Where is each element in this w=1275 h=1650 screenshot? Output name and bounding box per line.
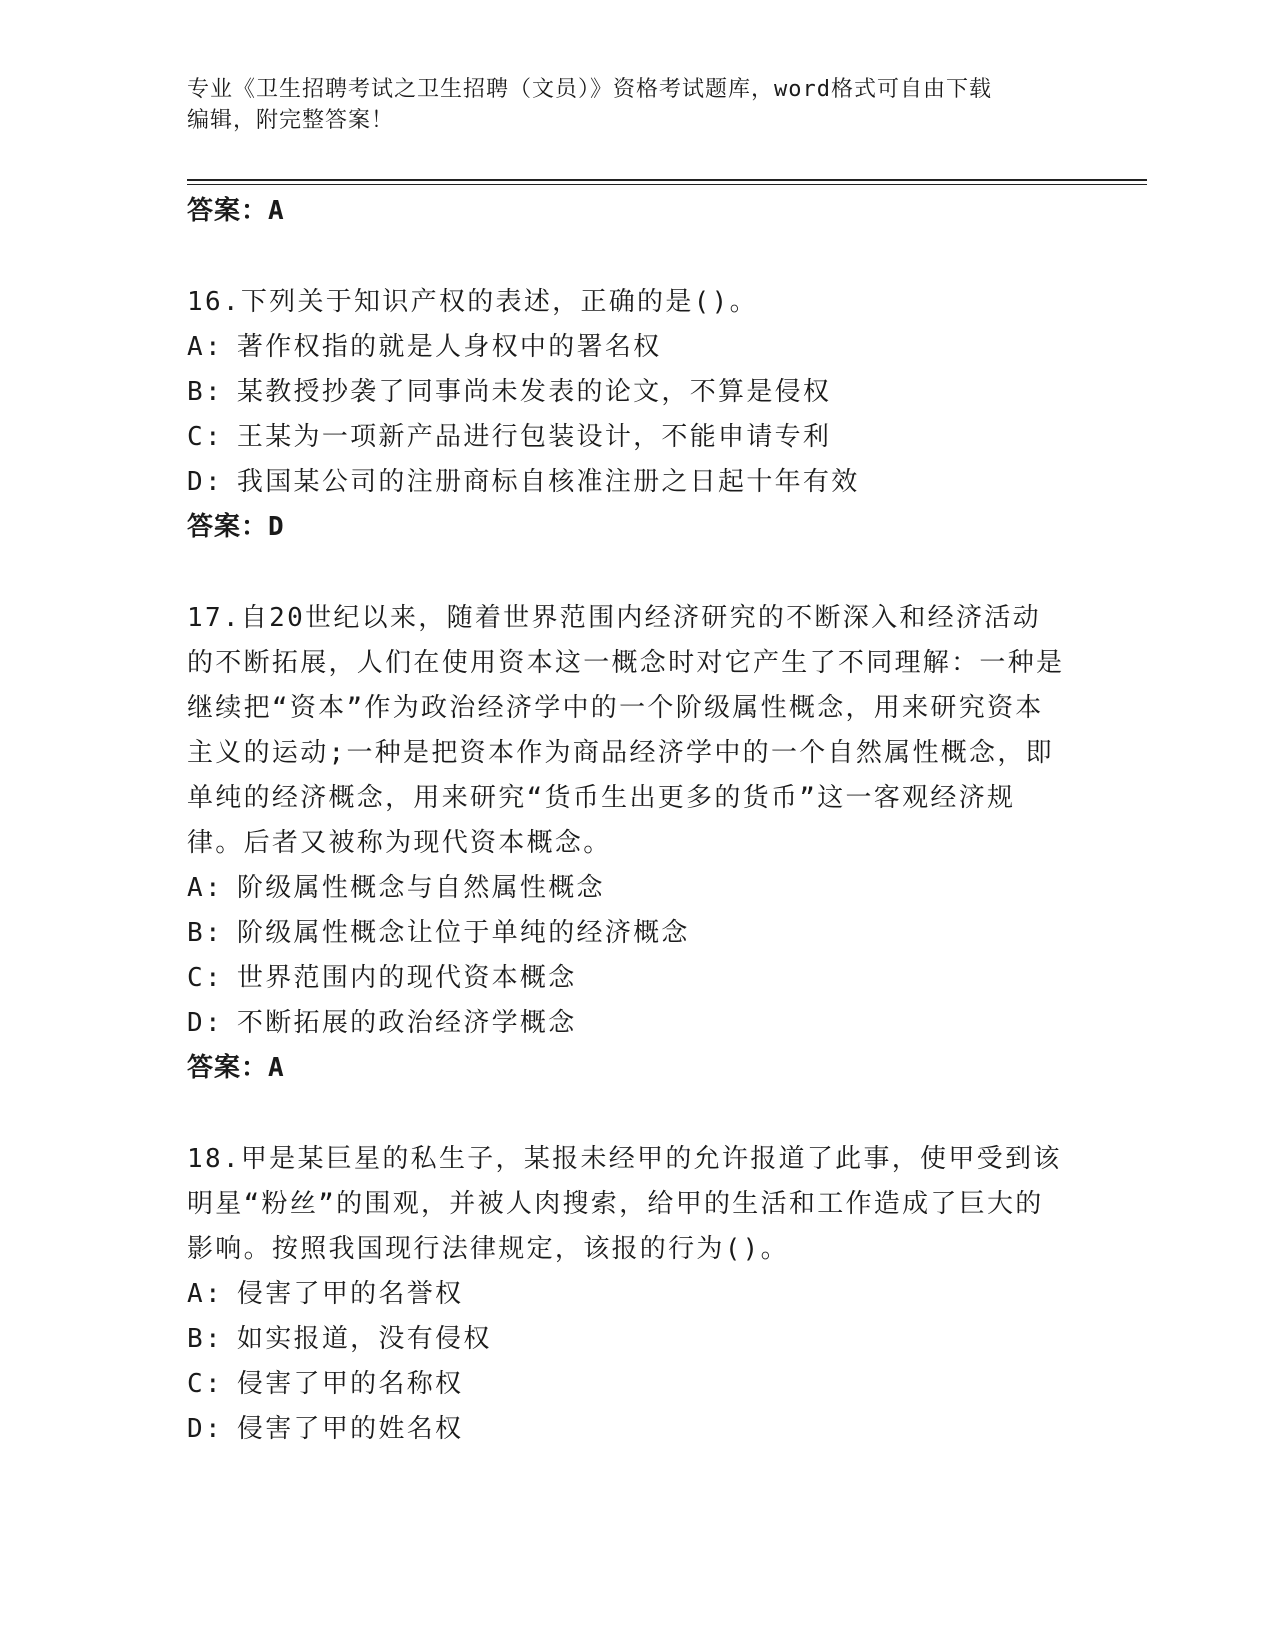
page-header: [187, 74, 1067, 136]
question-17: [187, 596, 1147, 1091]
header-divider-thin: [187, 184, 1147, 185]
answer-value: D: [268, 512, 285, 542]
header-line-2: 编辑，附完整答案！: [187, 108, 395, 133]
option-c: C: 世界范围内的现代资本概念: [187, 963, 577, 993]
question-stem: 17.自20世纪以来，随着世界范围内经济研究的不断深入和经济活动的不断拓展，人们在使用资本这一概念时对它产生了不同理解：一种是继续把“资本”作为政治经济学中的一个阶级属性概念，用来研究资本主义的运动;一种是把资本作为商品经济学中的一个自然属性概念，即单纯的经济概念，用来研究“货币生出更多的货币”这一客观经济规律。后者又被称为现代资本概念。: [187, 603, 1065, 858]
answer-value: A: [268, 196, 285, 226]
document-page: [187, 0, 1147, 1650]
option-a: A: 阶级属性概念与自然属性概念: [187, 873, 605, 903]
answer-line-q17: [187, 1046, 1147, 1091]
option-d: D: 侵害了甲的姓名权: [187, 1414, 464, 1444]
question-16: [187, 280, 1147, 550]
option-d: D: 我国某公司的注册商标自核准注册之日起十年有效: [187, 467, 860, 497]
header-line-1: 专业《卫生招聘考试之卫生招聘（文员）》资格考试题库，word格式可自由下载: [187, 77, 992, 102]
option-c: C: 王某为一项新产品进行包装设计，不能申请专利: [187, 422, 832, 452]
option-d: D: 不断拓展的政治经济学概念: [187, 1008, 577, 1038]
answer-line-q15: [187, 189, 1147, 234]
answer-prefix: 答案：: [187, 1053, 269, 1083]
question-stem: 18.甲是某巨星的私生子，某报未经甲的允许报道了此事，使甲受到该明星“粉丝”的围观，并被人肉搜索，给甲的生活和工作造成了巨大的影响。按照我国现行法律规定，该报的行为()。: [187, 1144, 1062, 1264]
option-a: A: 侵害了甲的名誉权: [187, 1279, 464, 1309]
question-list: [187, 189, 1147, 1452]
question-18: [187, 1137, 1147, 1452]
question-stem: 16.下列关于知识产权的表述，正确的是()。: [187, 287, 758, 317]
option-a: A: 著作权指的就是人身权中的署名权: [187, 332, 662, 362]
answer-value: A: [268, 1053, 285, 1083]
option-b: B: 某教授抄袭了同事尚未发表的论文，不算是侵权: [187, 377, 832, 407]
option-b: B: 阶级属性概念让位于单纯的经济概念: [187, 918, 690, 948]
option-b: B: 如实报道，没有侵权: [187, 1324, 492, 1354]
answer-prefix: 答案：: [187, 196, 269, 226]
header-divider: [187, 179, 1147, 181]
option-c: C: 侵害了甲的名称权: [187, 1369, 464, 1399]
answer-prefix: 答案：: [187, 512, 269, 542]
answer-line-q16: [187, 505, 1147, 550]
